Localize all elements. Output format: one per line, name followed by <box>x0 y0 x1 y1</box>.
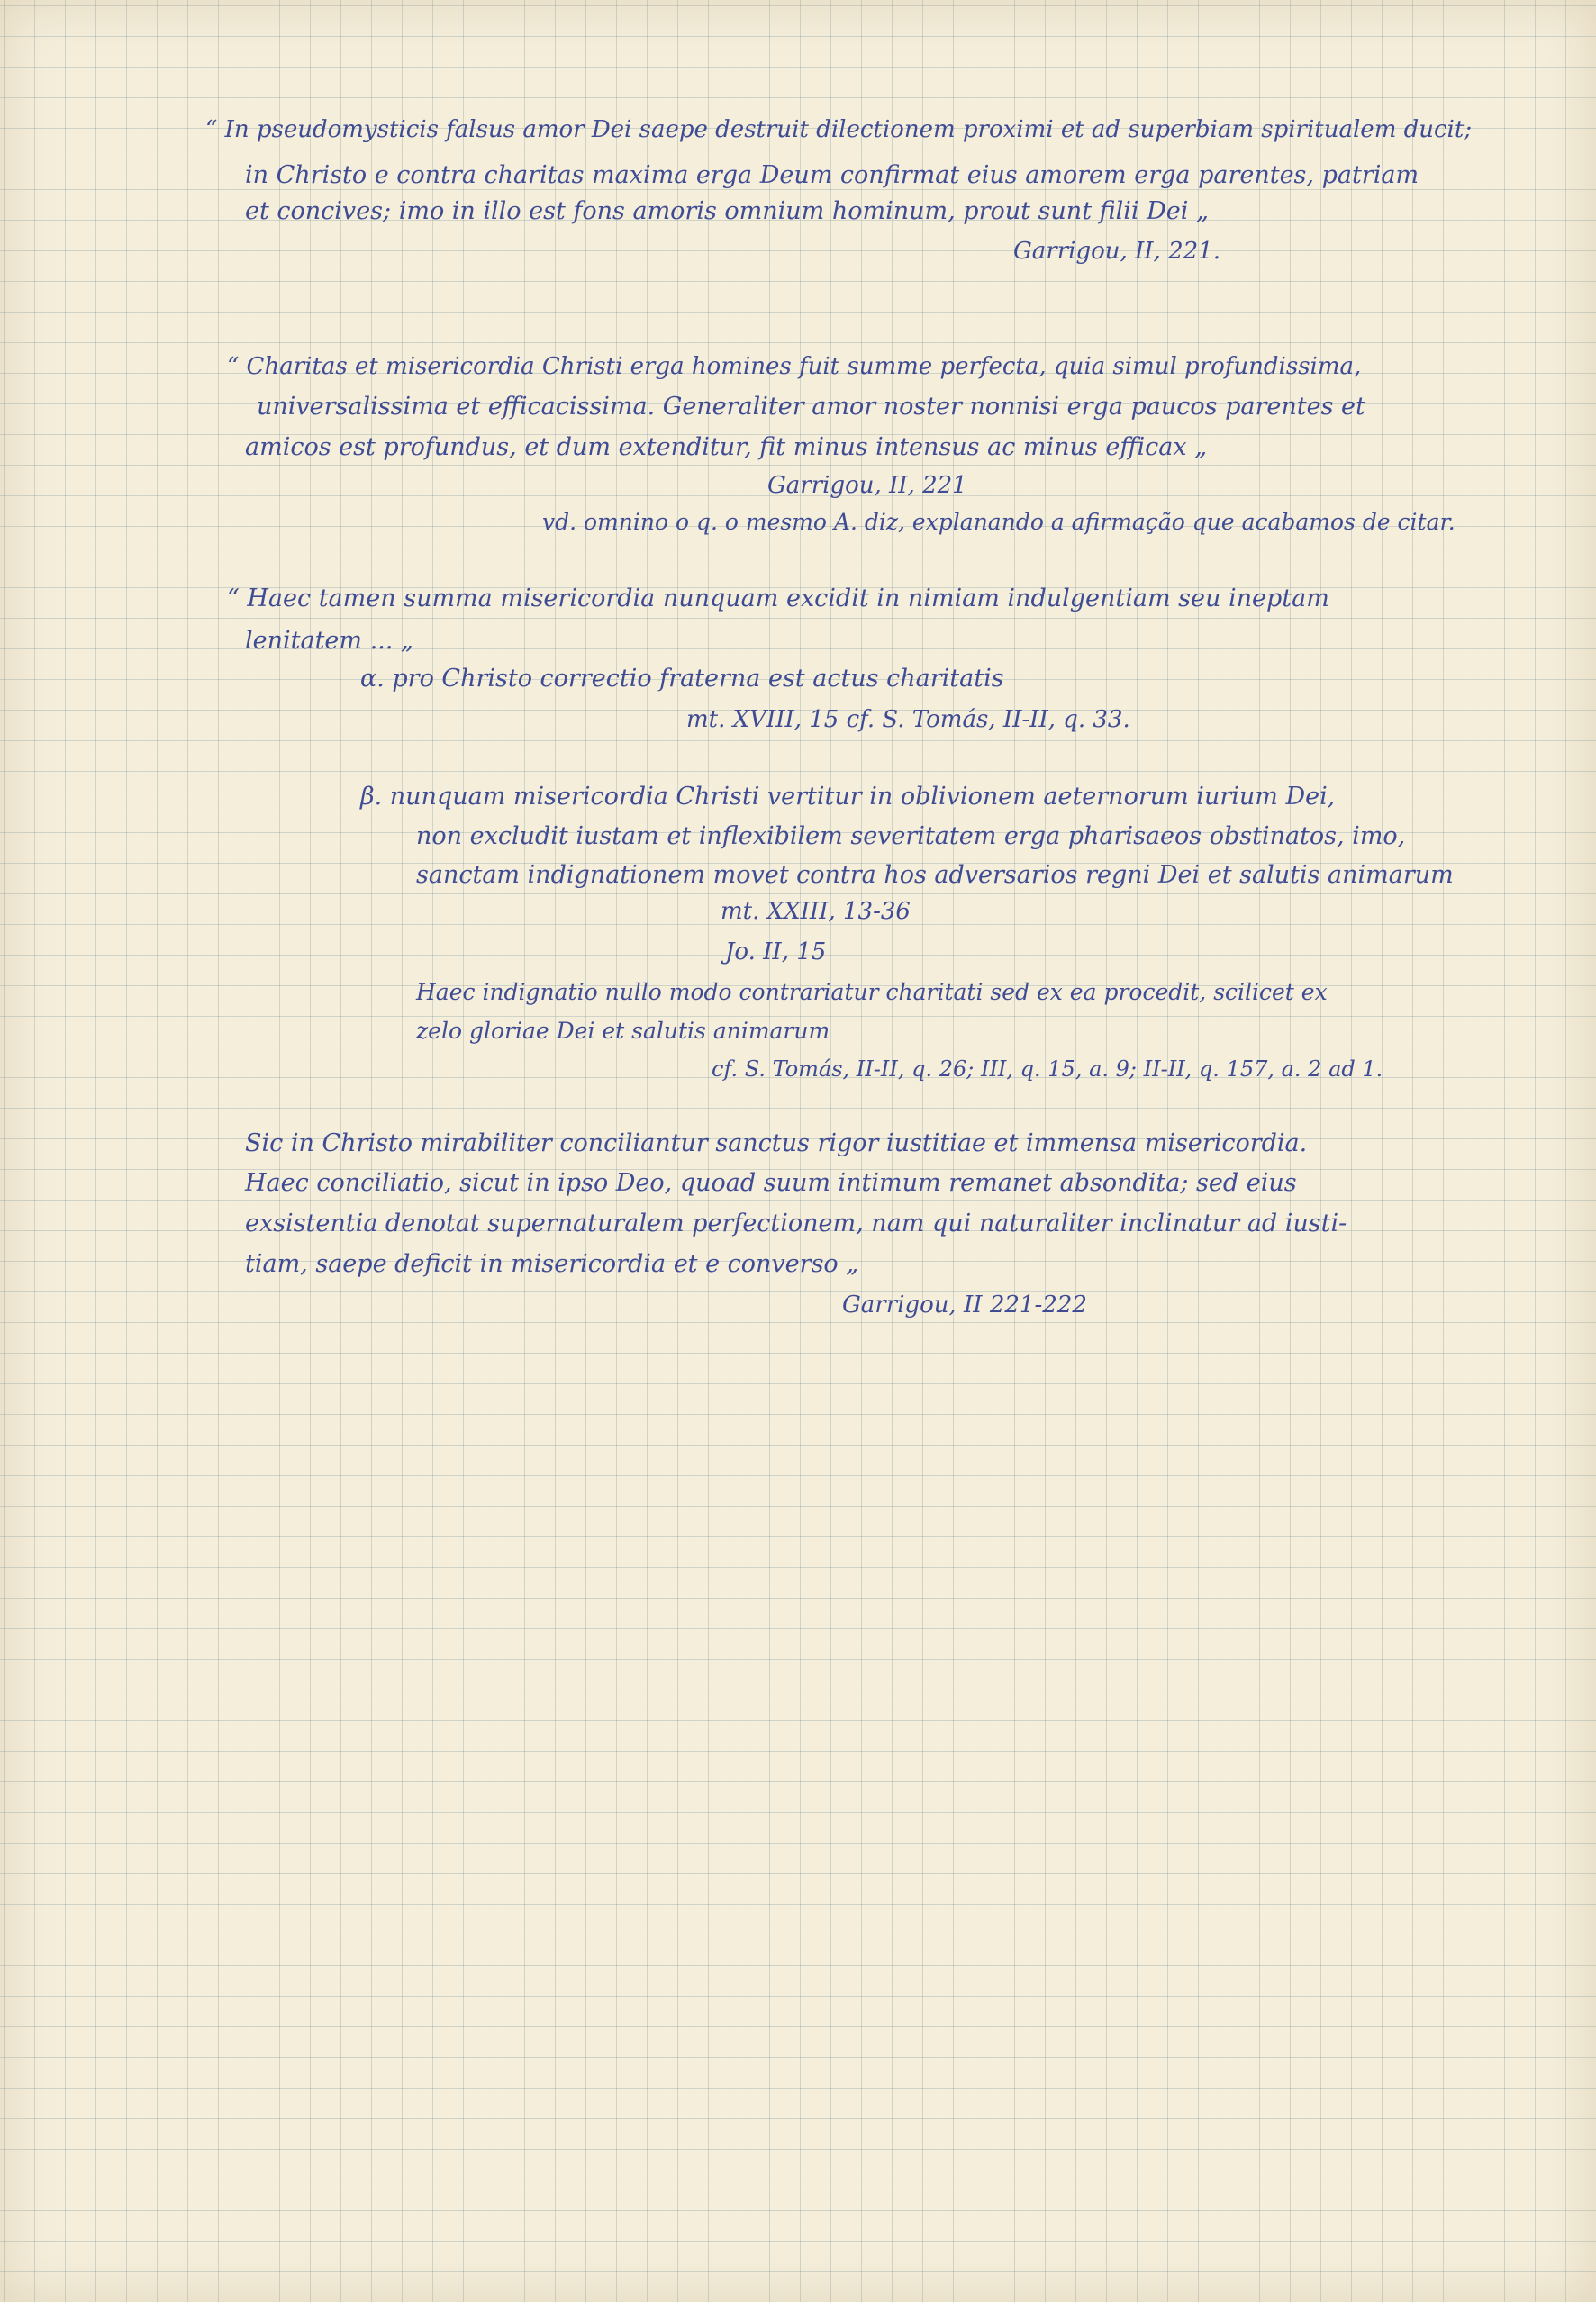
indignation-line-1: Haec indignatio nullo modo contrariatur charitati sed ex ea procedit, scilicet ex <box>416 979 1328 1005</box>
quote3-line-2: lenitatem ... „ <box>245 627 413 655</box>
quote1-line-1: “ In pseudomysticis falsus amor Dei saepe destruit dilectionem proximi et ad superbiam spiritualem ducit; <box>205 116 1473 143</box>
quote2-line-2: universalissima et efficacissima. Generaliter amor noster nonnisi erga paucos parentes et <box>257 393 1365 421</box>
quote4-line-4: tiam, saepe deficit in misericordia et e converso „ <box>245 1250 859 1278</box>
beta-ref-matthew: mt. XXIII, 13-36 <box>721 898 911 925</box>
beta-ref-john: Jo. II, 15 <box>725 938 827 965</box>
quote4-line-1: Sic in Christo mirabiliter conciliantur sanctus rigor iustitiae et immensa misericordia. <box>245 1129 1308 1157</box>
quote4-citation: Garrigou, II 221-222 <box>842 1291 1087 1319</box>
beta-line-3: sanctam indignationem movet contra hos adversarios regni Dei et salutis animarum <box>416 861 1454 889</box>
quote2-line-1: “ Charitas et misericordia Christi erga homines fuit summe perfecta, quia simul profundissima, <box>227 353 1362 380</box>
quote1-line-3: et concives; imo in illo est fons amoris omnium hominum, prout sunt filii Dei „ <box>245 197 1209 225</box>
beta-line-1: β. nunquam misericordia Christi vertitur in oblivionem aeternorum iurium Dei, <box>360 783 1336 811</box>
beta-line-2: non excludit iustam et inflexibilem severitatem erga pharisaeos obstinatos, imo, <box>416 822 1406 850</box>
quote4-line-3: exsistentia denotat supernaturalem perfectionem, nam qui naturaliter inclinatur ad iusti- <box>245 1210 1347 1237</box>
quote1-citation: Garrigou, II, 221. <box>1013 238 1220 265</box>
quote2-citation: Garrigou, II, 221 <box>767 472 967 499</box>
quote1-line-2: in Christo e contra charitas maxima erga Deum confirmat eius amorem erga parentes, patriam <box>245 161 1419 189</box>
indignation-line-2: zelo gloriae Dei et salutis animarum <box>416 1018 830 1044</box>
quote2-line-3: amicos est profundus, et dum extenditur, fit minus intensus ac minus efficax „ <box>245 433 1208 461</box>
quote3-line-1: “ Haec tamen summa misericordia nunquam excidit in nimiam indulgentiam seu ineptam <box>227 585 1329 612</box>
quote4-line-2: Haec conciliatio, sicut in ipso Deo, quoad suum intimum remanet absondita; sed eius <box>245 1169 1297 1197</box>
alpha-point: α. pro Christo correctio fraterna est actus charitatis <box>360 665 1004 693</box>
alpha-reference: mt. XVIII, 15 cf. S. Tomás, II-II, q. 33. <box>686 706 1130 733</box>
quote2-note: vd. omnino o q. o mesmo A. diz, explanando a afirmação que acabamos de citar. <box>542 509 1455 535</box>
beta-reference: cf. S. Tomás, II-II, q. 26; III, q. 15, a. 9; II-II, q. 157, a. 2 ad 1. <box>712 1056 1383 1082</box>
